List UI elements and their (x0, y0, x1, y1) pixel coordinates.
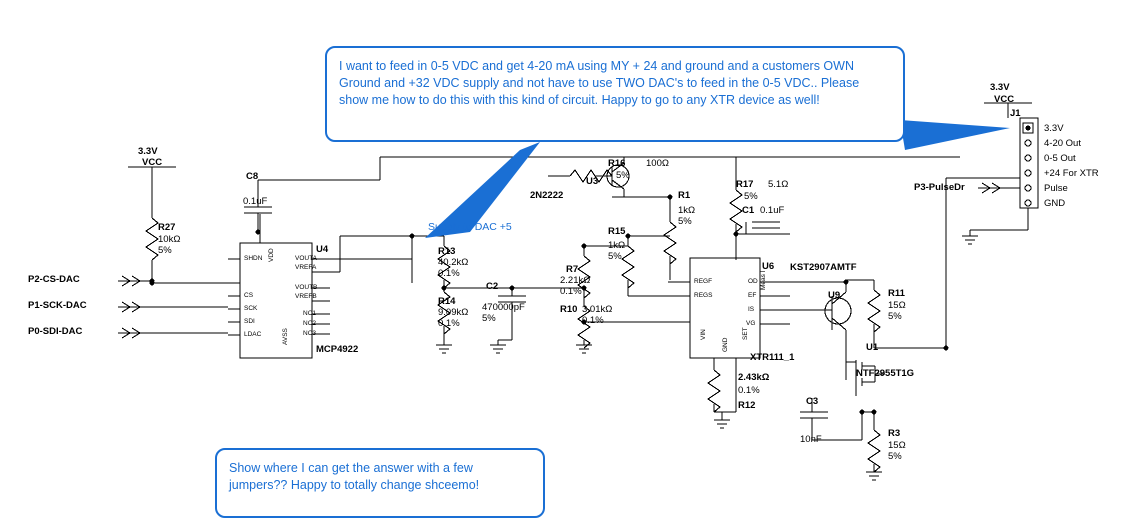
label-r1-tol: 5% (678, 216, 692, 227)
label-u3-ref: U3 (586, 176, 599, 187)
label-u4-pin-cs: CS (244, 292, 254, 299)
label-r13-ref: R13 (438, 246, 456, 257)
label-r17-ref: R17 (736, 179, 754, 190)
label-r14-ref: R14 (438, 296, 456, 307)
label-r3-tol: 5% (888, 451, 902, 462)
label-r16-value: 100Ω (646, 158, 669, 169)
j1-pin-label-3: 0-5 Out (1044, 153, 1076, 164)
label-u1-value: NTF2955T1G (856, 368, 915, 379)
label-left-vcc-net: VCC (142, 157, 163, 168)
label-u4-pin-shdn: SHDN (244, 255, 263, 262)
label-u6-pin-vin: VIN (700, 329, 707, 340)
j1-pin-label-5: Pulse (1044, 183, 1068, 194)
label-r27-tol: 5% (158, 245, 172, 256)
label-u4-pin-sdi: SDI (244, 318, 255, 325)
label-u4-pin-nc3: NC3 (303, 330, 317, 337)
label-c3-ref: C3 (806, 396, 819, 407)
label-c8-value: 0.1uF (243, 196, 268, 207)
label-r13-value: 40.2kΩ (438, 257, 469, 268)
label-c2-tol: 5% (482, 313, 496, 324)
label-r11-tol: 5% (888, 311, 902, 322)
label-c1-ref: C1 (742, 205, 755, 216)
signal-p2-cs-dac: P2-CS-DAC (28, 274, 80, 285)
label-r7-tol: 0.1% (560, 286, 582, 297)
label-r10-value: 3.01kΩ (582, 304, 613, 315)
label-u6-pin-meas-i: Meas I (760, 270, 767, 290)
label-r12-ref: R12 (738, 400, 756, 411)
label-u1-ref: U1 (866, 342, 879, 353)
label-u6-pin-regs: REGS (694, 292, 713, 299)
label-c8-ref: C8 (246, 171, 259, 182)
label-r15-value: 1kΩ (608, 240, 626, 251)
label-r1-ref: R1 (678, 190, 691, 201)
label-r12-value: 2.43kΩ (738, 372, 770, 383)
label-u4-pin-vdd: VDD (268, 248, 275, 262)
label-u6-pin-is: IS (748, 306, 755, 313)
label-r13-tol: 0.1% (438, 268, 460, 279)
label-r15-tol: 5% (608, 251, 622, 262)
label-u4-ref: U4 (316, 244, 329, 255)
label-r10-ref: R10 (560, 304, 578, 315)
label-r17-value: 5.1Ω (768, 179, 789, 190)
callout-main: I want to feed in 0-5 VDC and get 4-20 mA using MY + 24 and ground and a customers OWN Ground and +32 VDC supply and not have to use TWO DAC's to feed in the 0-5 VDC.. Please show me how to do this with this kind of circuit. Happy to go to any XTR device as well! (325, 46, 905, 142)
label-r3-value: 15Ω (888, 440, 906, 451)
label-right-vcc-net: VCC (994, 94, 1015, 105)
signal-p0-sdi-dac: P0-SDI-DAC (28, 326, 83, 337)
signal-p3-pulsedr: P3-PulseDr (914, 182, 965, 193)
label-u4-pin-vouta: VOUTA (295, 255, 317, 262)
label-u4-pin-voutb: VOUTB (295, 284, 318, 291)
label-r14-value: 9.09kΩ (438, 307, 469, 318)
label-u6-pin-regf: REGF (694, 278, 713, 285)
label-r7-value: 2.21kΩ (560, 275, 591, 286)
label-u6-pin-gnd: GND (722, 337, 729, 352)
label-c2-ref: C2 (486, 281, 499, 292)
label-u6-ref: U6 (762, 261, 775, 272)
label-u3-value: 2N2222 (530, 190, 564, 201)
label-u4-pin-avss: AVSS (282, 328, 289, 345)
label-r11-ref: R11 (888, 288, 905, 299)
label-r11-value: 15Ω (888, 300, 906, 311)
label-r14-tol: 0.1% (438, 318, 460, 329)
label-r1-value: 1kΩ (678, 205, 696, 216)
label-u9-value: KST2907AMTF (790, 262, 857, 273)
label-u4-pin-sck: SCK (244, 305, 258, 312)
j1-pin-label-2: 4-20 Out (1044, 138, 1081, 149)
signal-p1-sck-dac: P1-SCK-DAC (28, 300, 87, 311)
label-u6-pin-ef: EF (748, 292, 757, 299)
note-supply-to-dac: Supply to DAC +5 (428, 221, 512, 233)
label-r17-tol: 5% (744, 191, 758, 202)
callout-tail-right (900, 120, 1010, 150)
label-u6-value: XTR111_1 (750, 352, 795, 363)
label-u6-pin-set: SET (742, 327, 749, 340)
label-u4-pin-vrefa: VREFA (295, 264, 317, 271)
j1-pin-label-1: 3.3V (1044, 123, 1064, 134)
label-u4-value: MCP4922 (316, 344, 359, 355)
label-u6-pin-vg: VG (746, 320, 756, 327)
label-u6-pin-od: OD (748, 278, 758, 285)
label-r27-ref: R27 (158, 222, 176, 233)
label-u4-pin-nc1: NC1 (303, 310, 317, 317)
label-r10-tol: 0.1% (582, 315, 604, 326)
label-u4-pin-ldac: LDAC (244, 331, 262, 338)
label-u9-ref: U9 (828, 290, 841, 301)
label-r7-ref: R7 (566, 264, 579, 275)
label-j1-ref: J1 (1010, 108, 1021, 119)
j1-pin-label-4: +24 For XTR (1044, 168, 1099, 179)
label-right-vcc-voltage: 3.3V (990, 82, 1010, 93)
label-u4-pin-vrefb: VREFB (295, 293, 317, 300)
label-r16-ref: R16 (608, 158, 626, 169)
label-c1-value: 0.1uF (760, 205, 785, 216)
j1-pin-label-6: GND (1044, 198, 1066, 209)
label-r27-value: 10kΩ (158, 234, 181, 245)
label-left-vcc-voltage: 3.3V (138, 146, 158, 157)
callout-bottom: Show where I can get the answer with a few jumpers?? Happy to totally change shceemo! (215, 448, 545, 518)
label-r15-ref: R15 (608, 226, 626, 237)
label-c3-value: 10nF (800, 434, 822, 445)
label-c2-value: 470000pF (482, 302, 525, 313)
label-r16-tol: 5% (616, 170, 630, 181)
label-u4-pin-nc2: NC2 (303, 320, 317, 327)
label-r3-ref: R3 (888, 428, 901, 439)
label-r12-tol: 0.1% (738, 385, 760, 396)
